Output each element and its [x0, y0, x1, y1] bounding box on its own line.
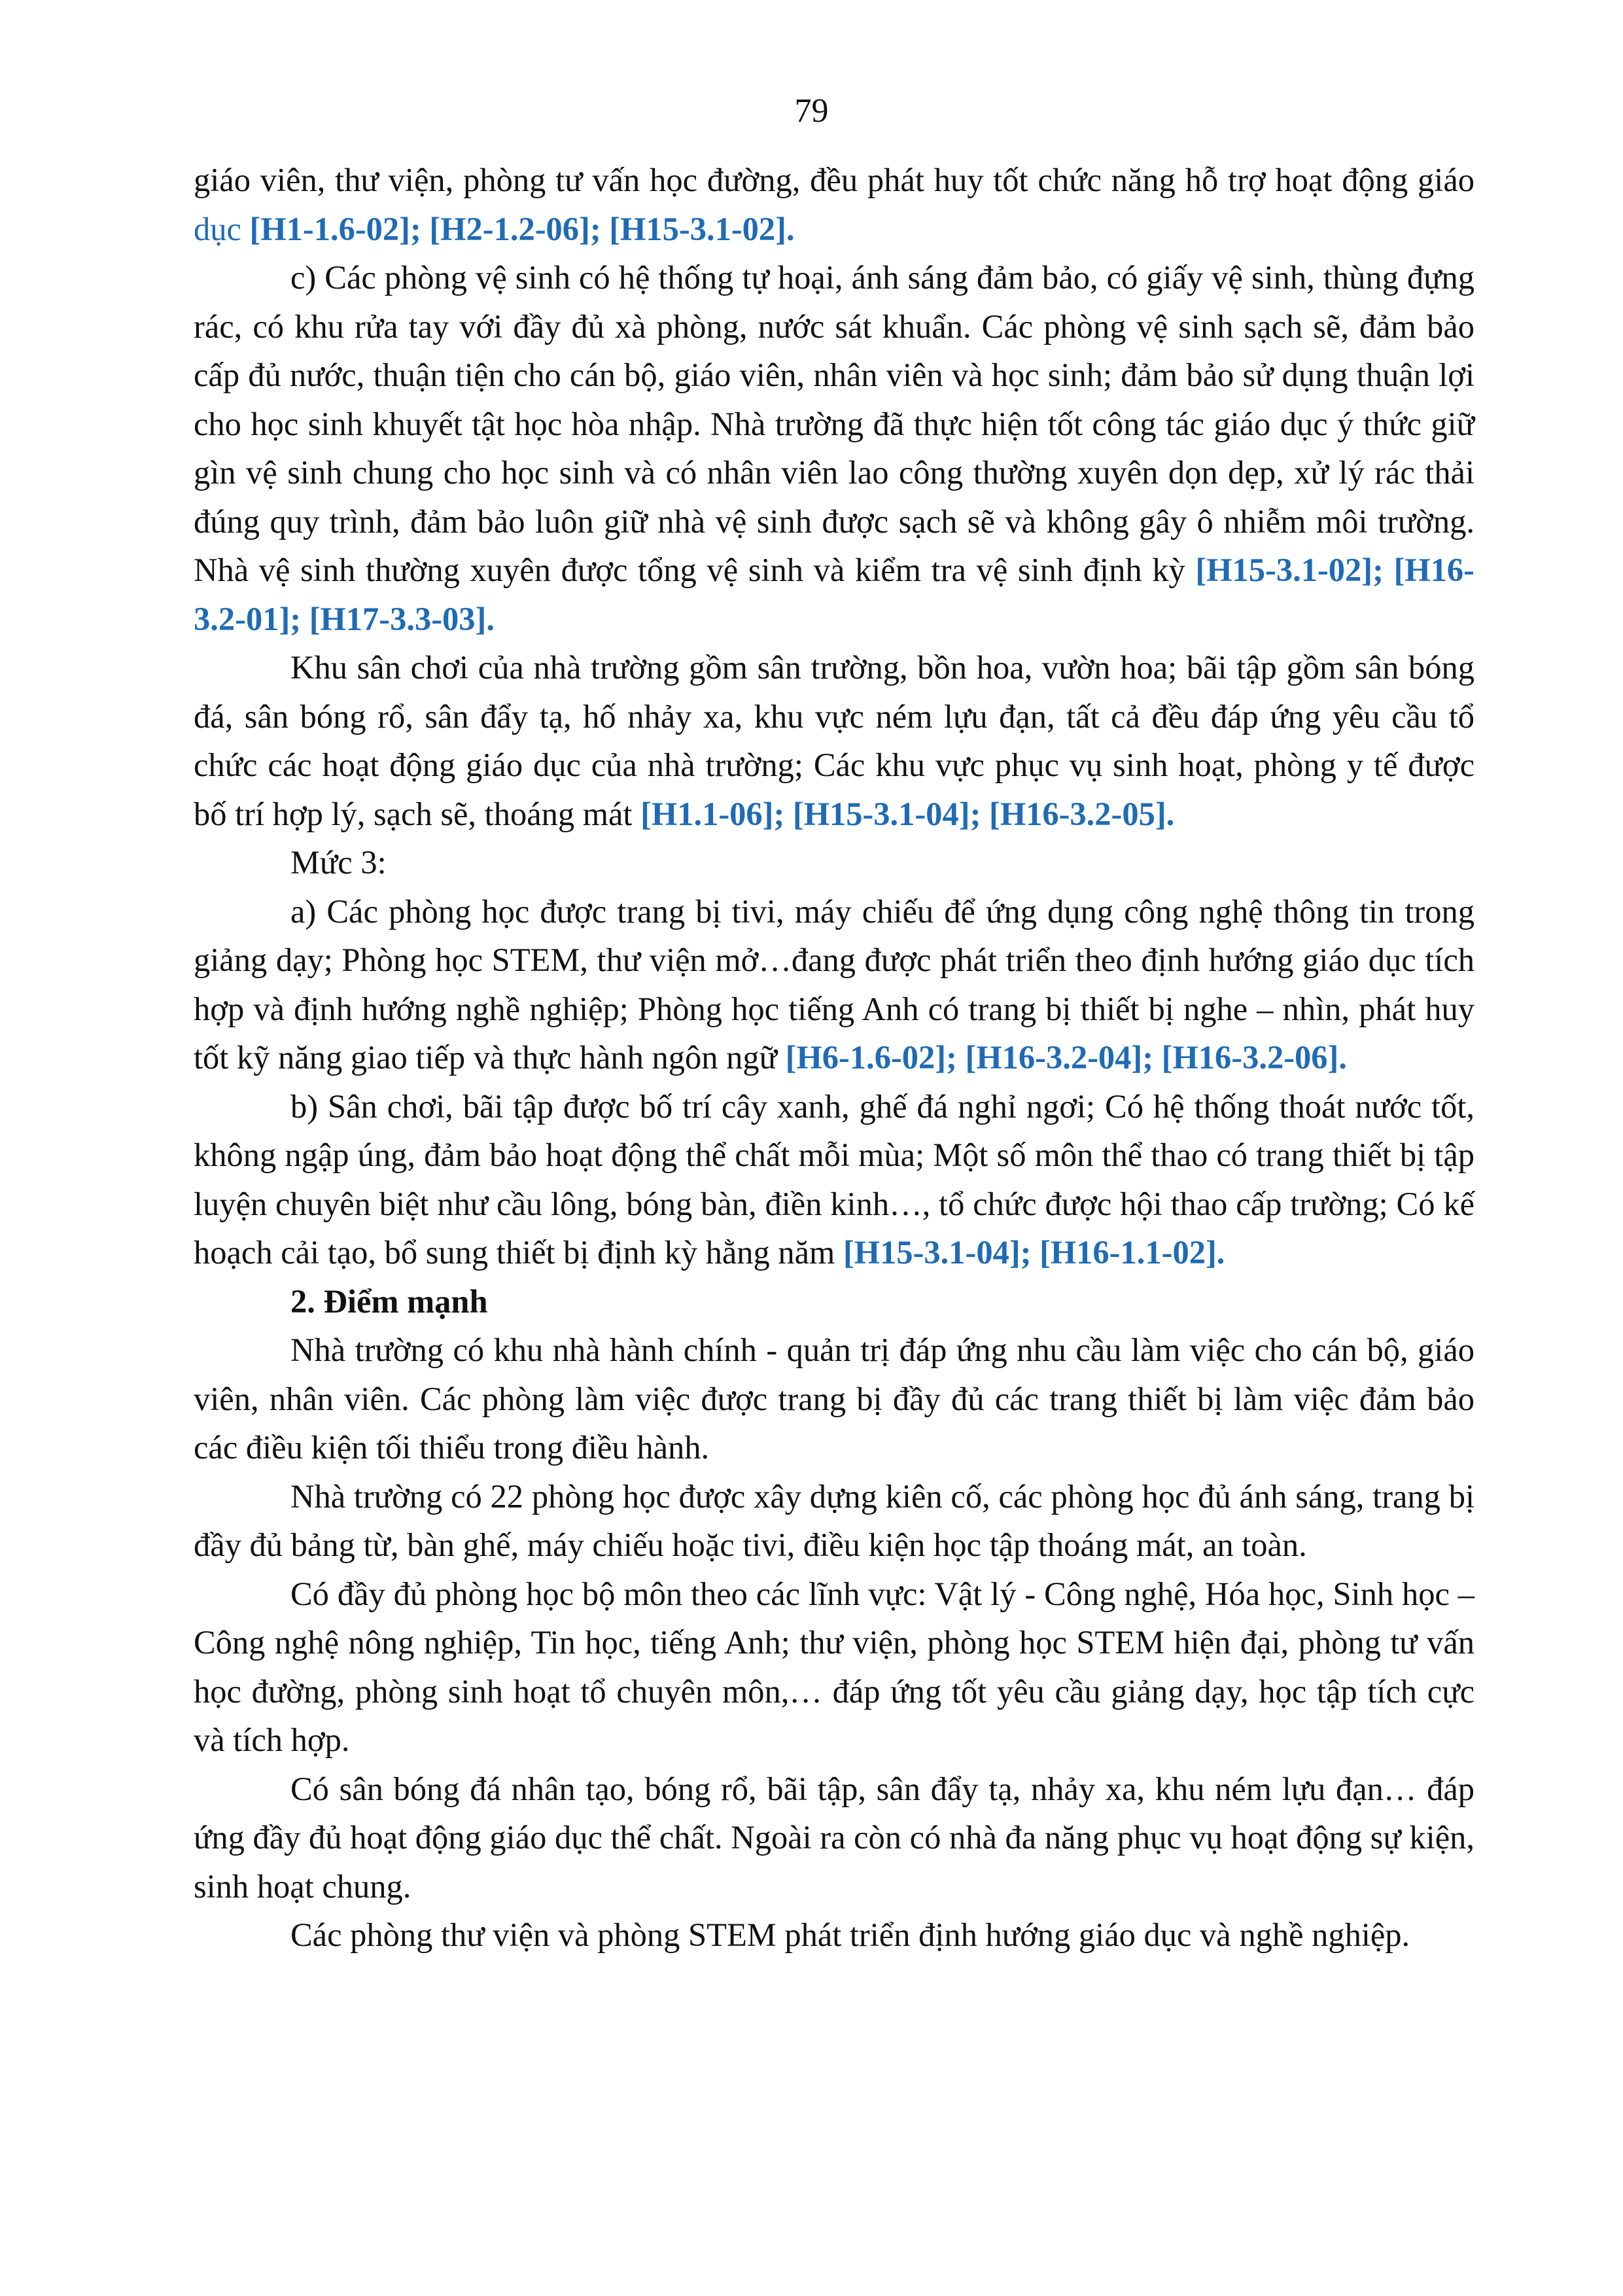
page-number: 79: [794, 92, 829, 130]
section-heading: 2. Điểm mạnh: [290, 1282, 488, 1320]
paragraph: giáo viên, thư viện, phòng tư vấn học đường, đều phát huy tốt chức năng hỗ trợ hoạt động giáo dục [H1-1.6-02]; [H2-1.2-06]; [H15-3.1-02].: [194, 162, 1475, 247]
evidence-reference: [H1-1.6-02]; [H2-1.2-06]; [H15-3.1-02].: [249, 210, 795, 247]
page-body: [194, 156, 1475, 1960]
paragraph: Có đầy đủ phòng học bộ môn theo các lĩnh vực: Vật lý - Công nghệ, Hóa học, Sinh học – Công nghệ nông nghiệp, Tin học, tiếng Anh; thư viện, phòng học STEM hiện đại, phòng tư vấn học đường, phòng sinh hoạt tổ chuyên môn,… đáp ứng tốt yêu cầu giảng dạy, học tập tích cực và tích hợp.: [194, 1575, 1475, 1758]
evidence-reference: [H1.1-06]; [H15-3.1-04]; [H16-3.2-05].: [640, 795, 1175, 832]
paragraph: a) Các phòng học được trang bị tivi, máy chiếu để ứng dụng công nghệ thông tin trong giảng dạy; Phòng học STEM, thư viện mở…đang được phát triển theo định hướng giáo dục tích hợp và định hướng nghề nghiệp; Phòng học tiếng Anh có trang bị thiết bị nghe – nhìn, phát huy tốt kỹ năng giao tiếp và thực hành ngôn ngữ [H6-1.6-02]; [H16-3.2-04]; [H16-3.2-06].: [194, 892, 1475, 1076]
level-label: Mức 3:: [290, 844, 387, 881]
evidence-reference: [H6-1.6-02]; [H16-3.2-04]; [H16-3.2-06].: [785, 1039, 1347, 1076]
evidence-reference: [H15-3.1-04]; [H16-1.1-02].: [843, 1234, 1225, 1271]
paragraph: Nhà trường có khu nhà hành chính - quản trị đáp ứng nhu cầu làm việc cho cán bộ, giáo viên, nhân viên. Các phòng làm việc được trang bị đầy đủ các trang thiết bị làm việc đảm bảo các điều kiện tối thiểu trong điều hành.: [194, 1332, 1475, 1466]
paragraph: Khu sân chơi của nhà trường gồm sân trường, bồn hoa, vườn hoa; bãi tập gồm sân bóng đá, sân bóng rổ, sân đẩy tạ, hố nhảy xa, khu vực ném lựu đạn, tất cả đều đáp ứng yêu cầu tổ chức các hoạt động giáo dục của nhà trường; Các khu vực phục vụ sinh hoạt, phòng y tế được bố trí hợp lý, sạch sẽ, thoáng mát [H1.1-06]; [H15-3.1-04]; [H16-3.2-05].: [194, 649, 1475, 832]
paragraph: Nhà trường có 22 phòng học được xây dựng kiên cố, các phòng học đủ ánh sáng, trang bị đầy đủ bảng từ, bàn ghế, máy chiếu hoặc tivi, điều kiện học tập thoáng mát, an toàn.: [194, 1477, 1475, 1563]
paragraph: Các phòng thư viện và phòng STEM phát triển định hướng giáo dục và nghề nghiệp.: [290, 1916, 1410, 1953]
paragraph: c) Các phòng vệ sinh có hệ thống tự hoại, ánh sáng đảm bảo, có giấy vệ sinh, thùng đựng rác, có khu rửa tay với đầy đủ xà phòng, nước sát khuẩn. Các phòng vệ sinh sạch sẽ, đảm bảo cấp đủ nước, thuận tiện cho cán bộ, giáo viên, nhân viên và học sinh; đảm bảo sử dụng thuận lợi cho học sinh khuyết tật học hòa nhập. Nhà trường đã thực hiện tốt công tác giáo dục ý thức giữ gìn vệ sinh chung cho học sinh và có nhân viên lao công thường xuyên dọn dẹp, xử lý rác thải đúng quy trình, đảm bảo luôn giữ nhà vệ sinh được sạch sẽ và không gây ô nhiễm môi trường. Nhà vệ sinh thường xuyên được tổng vệ sinh và kiểm tra vệ sinh định kỳ [H15-3.1-02]; [H16-3.2-01]; [H17-3.3-03].: [194, 259, 1475, 637]
paragraph: b) Sân chơi, bãi tập được bố trí cây xanh, ghế đá nghỉ ngơi; Có hệ thống thoát nước tốt, không ngập úng, đảm bảo hoạt động thể chất mỗi mùa; Một số môn thể thao có trang thiết bị tập luyện chuyên biệt như cầu lông, bóng bàn, điền kinh…, tổ chức được hội thao cấp trường; Có kế hoạch cải tạo, bổ sung thiết bị định kỳ hằng năm [H15-3.1-04]; [H16-1.1-02].: [194, 1087, 1475, 1271]
evidence-reference: [H15-3.1-02]; [H16-3.2-01]; [H17-3.3-03].: [194, 552, 1475, 637]
paragraph: Có sân bóng đá nhân tạo, bóng rổ, bãi tập, sân đẩy tạ, nhảy xa, khu ném lựu đạn… đáp ứng đầy đủ hoạt động giáo dục thể chất. Ngoài ra còn có nhà đa năng phục vụ hoạt động sự kiện, sinh hoạt chung.: [194, 1770, 1475, 1905]
